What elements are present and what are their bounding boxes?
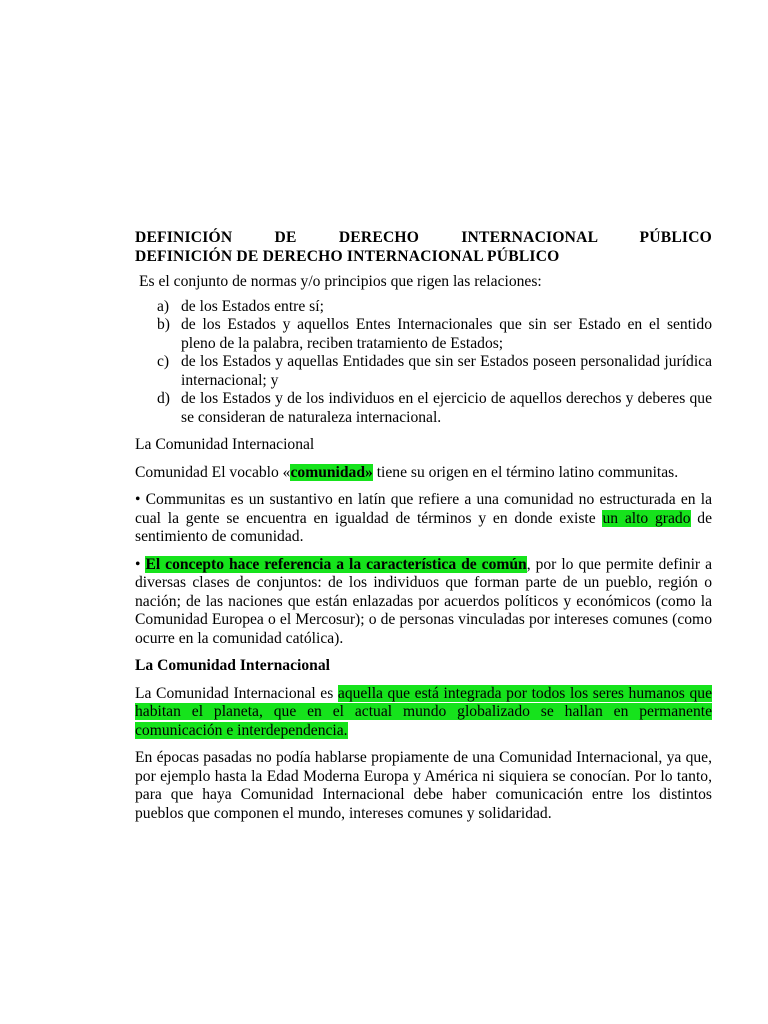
text-run: La Comunidad Internacional es (135, 684, 338, 702)
highlighted-text: El concepto hace referencia a la característica de común (145, 555, 527, 573)
paragraph-communitas (135, 491, 712, 547)
list-item-text: de los Estados y aquellas Entidades que sin ser Estados poseen personalidad jurídica internacional; y (181, 353, 712, 389)
document-body (135, 229, 712, 823)
list-item (135, 298, 712, 317)
paragraph-epocas: En épocas pasadas no podía hablarse propiamente de una Comunidad Internacional, ya que, por ejemplo hasta la Edad Moderna Europa y América ni siquiera se conocían. Por lo tanto, para que haya Comunidad Internacional debe haber comunicación entre los distintos pueblos que componen el mundo, intereses comunes y solidaridad. (135, 749, 712, 822)
intro-paragraph: Es el conjunto de normas y/o principios que rigen las relaciones: (139, 273, 542, 290)
relations-list (135, 298, 712, 428)
list-marker: b) (157, 316, 170, 333)
section-heading-bold: La Comunidad Internacional (135, 657, 330, 674)
list-item-text: de los Estados y aquellos Entes Internacionales que sin ser Estado en el sentido pleno de la palabra, reciben tratamiento de Estados; (181, 316, 712, 352)
bullet: • (135, 555, 146, 573)
text-run: Comunidad El vocablo « (135, 463, 291, 481)
text-run: tiene su origen en el término latino communitas. (372, 463, 679, 481)
highlighted-term: comunidad» (290, 463, 373, 481)
text-run: • Communitas es un sustantivo en latín que refiere a una comunidad no estructurada en la cual la gente se encuentra en igualdad de términos y en donde existe (135, 491, 712, 527)
list-marker: a) (157, 297, 170, 315)
list-item (135, 353, 712, 390)
list-marker: c) (157, 353, 170, 370)
text-run: de sentimiento de comunidad. (135, 509, 712, 545)
list-item-text: de los Estados y de los individuos en el ejercicio de aquellos derechos y deberes que se consideran de naturaleza internacional. (181, 390, 712, 426)
paragraph-integrada (135, 685, 712, 741)
highlighted-text: aquella que está integrada por todos los seres humanos que habitan el planeta, que en el actual mundo globalizado se hallan en permanente comunicación e interdependencia. (135, 684, 712, 739)
list-item-text: de los Estados entre sí; (181, 297, 324, 315)
paragraph-concepto (135, 556, 712, 649)
document-title: DEFINICIÓN DE DERECHO INTERNACIONAL PÚBLICO (135, 229, 712, 246)
text-run: , por lo que permite definir a diversas clases de conjuntos: de los individuos que forman parte de un pueblo, región o nación; de las naciones que están enlazadas por acuerdos políticos y económicos (como la Comunidad Europea o el Mercosur); o de personas vinculadas por intereses comunes (como ocurre en la comunidad católica). (135, 555, 712, 647)
paragraph-vocablo (135, 464, 712, 483)
list-marker: d) (157, 390, 170, 407)
highlighted-text: un alto grado (602, 509, 691, 527)
section-heading-plain: La Comunidad Internacional (135, 436, 315, 453)
list-item (135, 390, 712, 427)
list-item (135, 316, 712, 353)
document-title-repeat: DEFINICIÓN DE DERECHO INTERNACIONAL PÚBLICO (135, 247, 560, 265)
